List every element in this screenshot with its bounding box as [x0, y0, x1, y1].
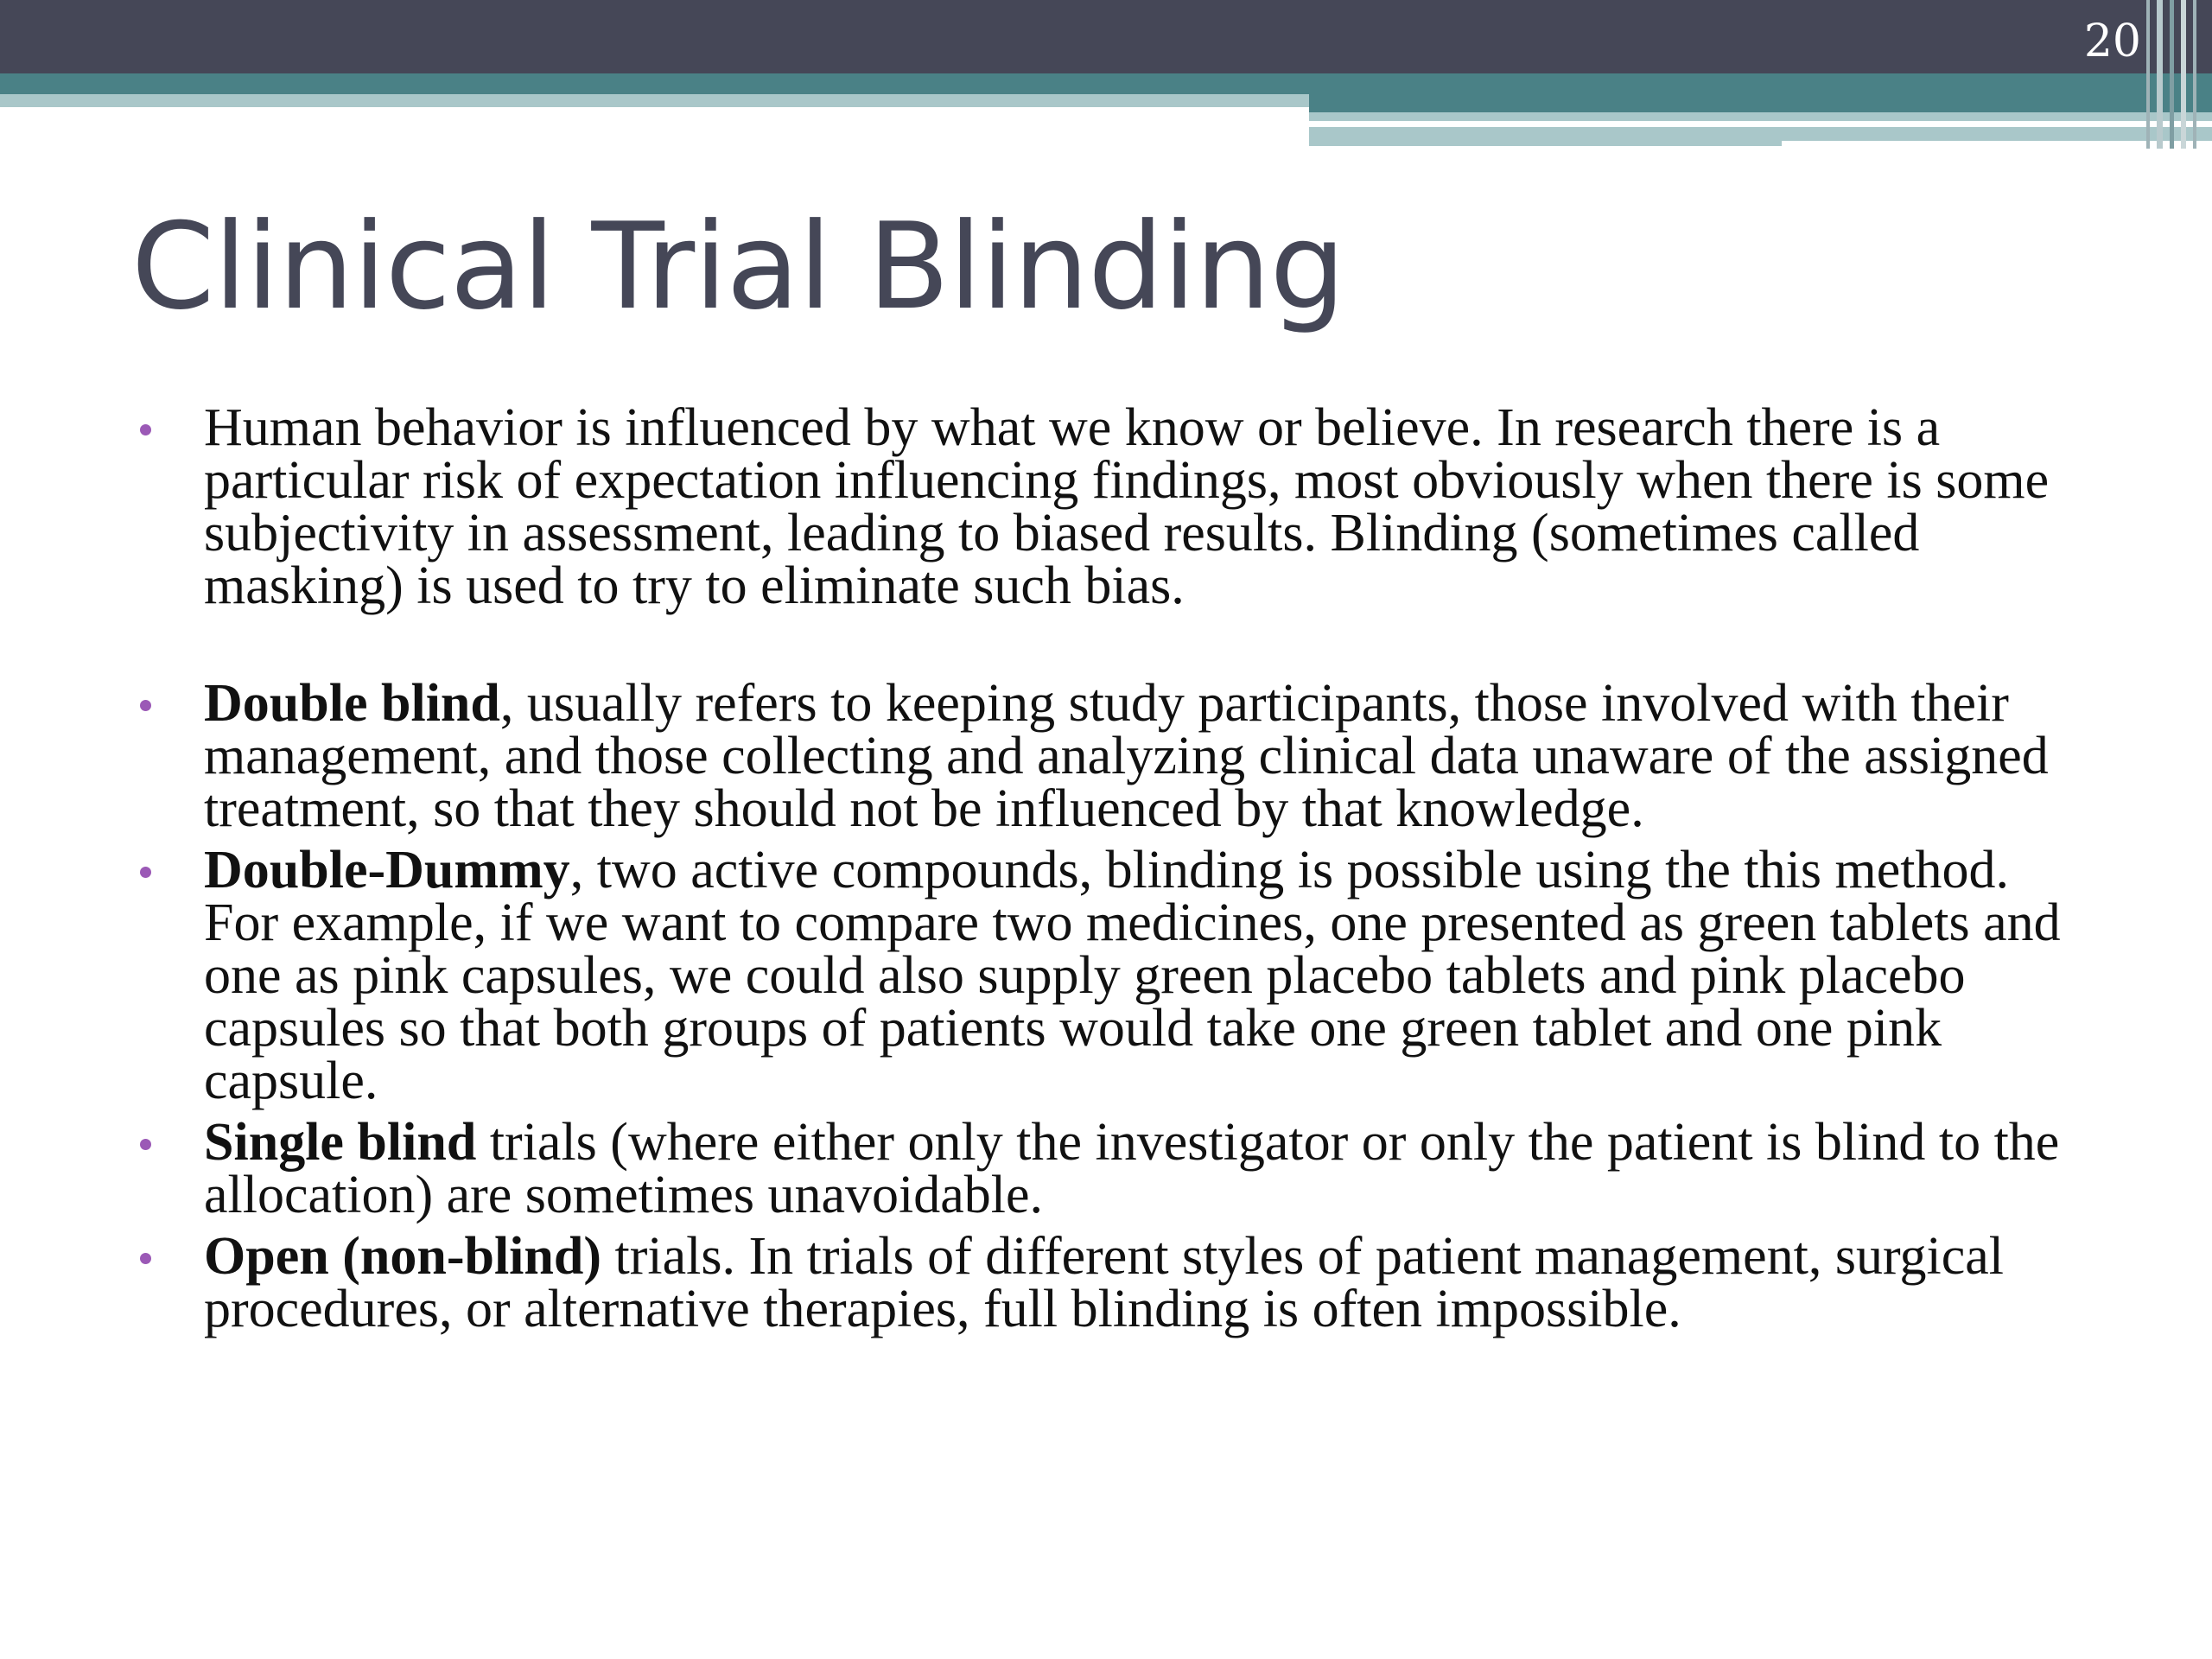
- bullet-term: Open (non-blind): [204, 1227, 602, 1286]
- bullet-item: [0, 398, 2088, 615]
- header-bar-teal-right: [1309, 73, 2212, 112]
- header-stripe: [2193, 0, 2196, 149]
- header-stripe: [2157, 0, 2163, 149]
- header-bar-teal-left: [0, 73, 1309, 94]
- header-divider-line: [1309, 121, 2049, 127]
- header-stripe: [2170, 0, 2174, 149]
- bullet-text: trials. In trials of different styles of patient management, surgical procedures, or alternative therapies, full blinding is often impossible.: [204, 1227, 2005, 1338]
- bullet-marker-icon: [140, 424, 151, 435]
- bullet-item: [0, 1113, 2088, 1224]
- header-stripe: [2146, 0, 2150, 149]
- bullet-item: [0, 841, 2088, 1110]
- bullet-marker-icon: [140, 1253, 151, 1264]
- bullet-marker-icon: [140, 700, 151, 711]
- bullet-term: Double-Dummy: [204, 841, 570, 899]
- header-stripe: [2181, 0, 2186, 149]
- slide-number: 20: [2083, 16, 2141, 67]
- header-bar-light-left: [0, 94, 1309, 107]
- bullet-text: , two active compounds, blinding is possible using the this method. For example, if we want to compare two medicines, one presented as green tablets and one as pink capsules, we could also supply green placebo tablets and pink placebo capsules so that both groups of patients would take one green tablet and one pink capsule.: [204, 841, 2061, 1110]
- bullet-text: Human behavior is influenced by what we know or believe. In research there is a particular risk of expectation influencing findings, most obviously when there is some subjectivity in assessment, leading to biased results. Blinding (sometimes called masking) is used to try to eliminate such bias.: [204, 398, 2050, 615]
- bullet-list: [0, 398, 2212, 1338]
- header-bar-light-right-upper: [1309, 112, 2212, 121]
- bullet-marker-icon: [140, 1139, 151, 1150]
- slide-title: Clinical Trial Blinding: [131, 197, 1345, 336]
- bullet-term: Double blind: [204, 674, 500, 733]
- bullet-term: Single blind: [204, 1113, 477, 1172]
- bullet-marker-icon: [140, 867, 151, 878]
- header-bar-dark: [0, 0, 2212, 73]
- bullet-item: [0, 1227, 2088, 1338]
- bullet-item: [0, 674, 2088, 838]
- bullet-text: , usually refers to keeping study participants, those involved with their management, and those collecting and analyzing clinical data unaware of the assigned treatment, so that they should not be influenced by that knowledge.: [204, 674, 2049, 838]
- bullet-text: trials (where either only the investigator or only the patient is blind to the allocation) are sometimes unavoidable.: [204, 1113, 2060, 1224]
